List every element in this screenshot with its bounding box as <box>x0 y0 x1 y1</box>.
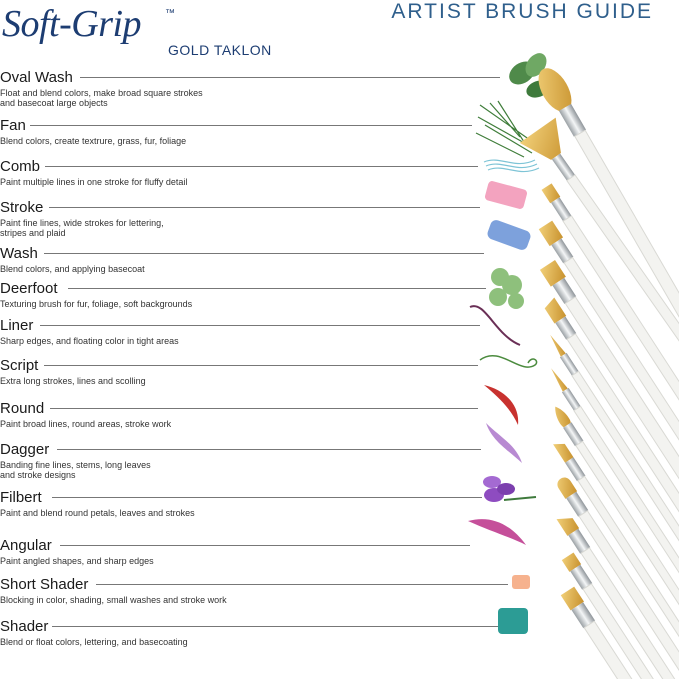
brush-entry-liner <box>0 317 179 346</box>
brush-entry-stroke <box>0 199 164 238</box>
round-stroke-sample <box>484 385 518 425</box>
leader-line <box>60 545 470 546</box>
brush-description: Blend colors, and applying basecoat <box>0 264 145 274</box>
brush-description: Texturing brush for fur, foliage, soft backgrounds <box>0 299 193 309</box>
brush-description: Paint broad lines, round areas, stroke work <box>0 419 172 429</box>
brush-name: Angular <box>0 537 56 554</box>
leader-line <box>80 77 500 78</box>
leader-line <box>44 365 478 366</box>
brush-entry-shader <box>0 618 188 647</box>
brush-name: Script <box>0 357 42 374</box>
leader-line <box>49 207 480 208</box>
brush-entry-fan <box>0 117 186 146</box>
brush-name: Oval Wash <box>0 69 77 86</box>
brand-logo <box>2 2 272 58</box>
brush-entry-angular <box>0 537 154 566</box>
dagger-stroke-sample <box>486 423 522 463</box>
brush-description: Float and blend colors, make broad square strokes and basecoat large objects <box>0 88 203 108</box>
leader-line <box>40 325 480 326</box>
comb-stroke-sample <box>484 160 539 172</box>
brush-name: Comb <box>0 158 44 175</box>
brush-name: Shader <box>0 618 52 635</box>
brushes-group <box>520 63 679 679</box>
brush-description: Extra long strokes, lines and scolling <box>0 376 146 386</box>
brush-name: Wash <box>0 245 42 262</box>
brush-entry-short-shader <box>0 576 227 605</box>
deerfoot-texture-sample <box>489 268 524 309</box>
brush-name: Liner <box>0 317 37 334</box>
brush-entry-script <box>0 357 146 386</box>
guide-title: ARTIST BRUSH GUIDE <box>391 0 653 23</box>
leader-line <box>57 449 481 450</box>
brush-name: Dagger <box>0 441 53 458</box>
leader-line <box>28 125 472 126</box>
angular-stroke-sample <box>468 519 526 545</box>
leader-line <box>52 497 482 498</box>
brush-description: Blocking in color, shading, small washes and stroke work <box>0 595 227 605</box>
leader-line <box>96 584 508 585</box>
leader-line <box>45 166 478 167</box>
leader-line <box>52 626 498 627</box>
brush-description: Paint and blend round petals, leaves and strokes <box>0 508 195 518</box>
leader-line <box>68 288 486 289</box>
brush-entry-deerfoot <box>0 280 192 309</box>
brand-name: Soft-Grip <box>2 3 142 45</box>
brush-name: Stroke <box>0 199 47 216</box>
script-flourish-sample <box>480 356 537 367</box>
brush-name: Fan <box>0 117 30 134</box>
brush-name: Filbert <box>0 489 46 506</box>
leader-line <box>50 408 478 409</box>
brush-description: Paint angled shapes, and sharp edges <box>0 556 154 566</box>
brush-entry-filbert <box>0 489 195 518</box>
brush-description: Sharp edges, and floating color in tight areas <box>0 336 179 346</box>
brush-entry-wash <box>0 245 145 274</box>
brush-name: Round <box>0 400 48 417</box>
brush-entry-comb <box>0 158 187 187</box>
brush-name: Deerfoot <box>0 280 62 297</box>
shader-teal-sample <box>498 608 528 634</box>
fan-foliage-sample <box>476 101 532 157</box>
brush-description: Banding fine lines, stems, long leaves and stroke designs <box>0 460 151 480</box>
brush-description: Paint fine lines, wide strokes for lettering, stripes and plaid <box>0 218 164 238</box>
brush-description: Paint multiple lines in one stroke for fluffy detail <box>0 177 188 187</box>
leader-line <box>44 253 484 254</box>
brush-entry-dagger <box>0 441 151 480</box>
brush-description: Blend colors, create textrure, grass, fur, foliage <box>0 136 187 146</box>
brush-entry-oval-wash <box>0 69 203 108</box>
filbert-petal-sample <box>483 476 536 502</box>
brush-description: Blend or float colors, lettering, and basecoating <box>0 637 188 647</box>
trademark-symbol: ™ <box>165 8 175 19</box>
stroke-pink-sample <box>484 180 528 210</box>
brush-name: Short Shader <box>0 576 92 593</box>
brush-entry-round <box>0 400 171 429</box>
short-shader-orange-sample <box>512 575 530 589</box>
wash-blue-sample <box>486 218 532 251</box>
brand-subtitle: GOLD TAKLON <box>168 42 272 58</box>
